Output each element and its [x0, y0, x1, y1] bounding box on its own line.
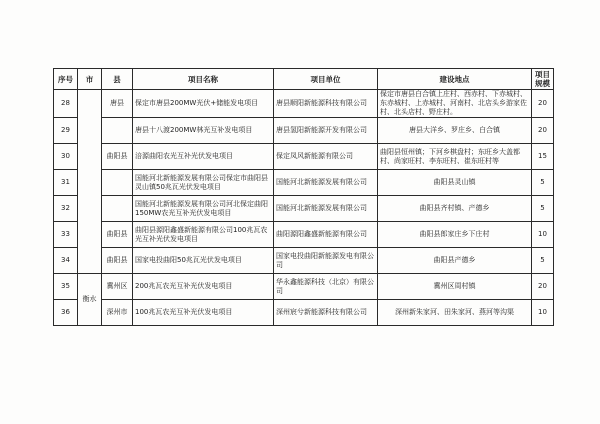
cell-county: 冀州区: [102, 274, 133, 300]
cell-scale: 5: [532, 248, 554, 274]
cell-project: 100兆瓦农光互补光伏发电项目: [133, 300, 274, 326]
cell-scale: 10: [532, 222, 554, 248]
cell-site: 曲阳县灵山镇: [378, 170, 532, 196]
cell-unit: 华永鑫能源科技（北京）有限公司: [274, 274, 378, 300]
cell-county: 曲阳县: [102, 222, 133, 248]
cell-unit: 国家电投曲阳新能源发电有限公司: [274, 248, 378, 274]
cell-city-baoding: [78, 90, 102, 274]
cell-scale: 5: [532, 196, 554, 222]
cell-site: 曲阳县恒州镇；下河乡棋盘村；东旺乡大盖都村、尚家旺村、李东旺村、崔东旺村等: [378, 144, 532, 170]
cell-unit: 国能河北新能源发展有限公司: [274, 196, 378, 222]
cell-no: 36: [54, 300, 78, 326]
cell-no: 28: [54, 90, 78, 118]
header-site: 建设地点: [378, 69, 532, 90]
cell-project: 国能河北新能源发展有限公司保定市曲阳县灵山镇50兆瓦光伏发电项目: [133, 170, 274, 196]
cell-site: 保定市唐县白合镇上庄村、西赤村、下赤城村、东赤城村、上赤城村、河南村、北店头乡游家佐村、北头店村、野庄村。: [378, 90, 532, 118]
cell-scale: 15: [532, 144, 554, 170]
table-row: [54, 300, 554, 326]
table-header-row: [54, 69, 554, 90]
cell-county: 曲阳县: [102, 144, 133, 170]
cell-county: [102, 118, 133, 144]
cell-unit: 国能河北新能源发展有限公司: [274, 170, 378, 196]
cell-unit: 保定凤风新能源有限公司: [274, 144, 378, 170]
cell-scale: 20: [532, 274, 554, 300]
cell-county: 唐县: [102, 90, 133, 118]
header-scale: 项目规模: [532, 69, 554, 90]
cell-county: 深州市: [102, 300, 133, 326]
cell-no: 33: [54, 222, 78, 248]
cell-no: 34: [54, 248, 78, 274]
cell-no: 35: [54, 274, 78, 300]
header-city: 市: [78, 69, 102, 90]
cell-city-hengshui: 衡水: [78, 274, 102, 326]
cell-site: 冀州区周村镇: [378, 274, 532, 300]
cell-project: 200兆瓦农光互补光伏发电项目: [133, 274, 274, 300]
cell-no: 31: [54, 170, 78, 196]
cell-no: 30: [54, 144, 78, 170]
cell-scale: 20: [532, 118, 554, 144]
cell-site: 深州新朱家河、田朱家河、燕河等沟渠: [378, 300, 532, 326]
cell-project: 唐县十八渡200MW林光互补发电项目: [133, 118, 274, 144]
table-row: [54, 170, 554, 196]
cell-site: 曲阳县齐村镇、产德乡: [378, 196, 532, 222]
table-row: [54, 274, 554, 300]
table-row: [54, 248, 554, 274]
table-row: [54, 196, 554, 222]
cell-county: 曲阳县: [102, 248, 133, 274]
table-row: [54, 144, 554, 170]
header-unit: 项目单位: [274, 69, 378, 90]
cell-project: 曲阳县源阳鑫盛新能源有限公司100兆瓦农光互补光伏发电项目: [133, 222, 274, 248]
cell-site: 唐县大洋乡、罗庄乡、白合镇: [378, 118, 532, 144]
cell-unit: 唐县顺阳新能源科技有限公司: [274, 90, 378, 118]
cell-site: 曲阳县产德乡: [378, 248, 532, 274]
cell-no: 29: [54, 118, 78, 144]
cell-county: [102, 170, 133, 196]
cell-project: 国能河北新能源发展有限公司河北保定曲阳150MW农光互补光伏发电项目: [133, 196, 274, 222]
cell-project: 涪源曲阳农光互补光伏发电项目: [133, 144, 274, 170]
header-project: 项目名称: [133, 69, 274, 90]
table-row: [54, 90, 554, 118]
header-no: 序号: [54, 69, 78, 90]
cell-scale: 10: [532, 300, 554, 326]
header-county: 县: [102, 69, 133, 90]
cell-scale: 20: [532, 90, 554, 118]
cell-unit: 曲阳源阳鑫盛新能源有限公司: [274, 222, 378, 248]
cell-scale: 5: [532, 170, 554, 196]
cell-unit: 唐县氢阳新能源开发有限公司: [274, 118, 378, 144]
cell-unit: 深州宸兮新能源科技有限公司: [274, 300, 378, 326]
project-table: [53, 68, 554, 326]
cell-county: [102, 196, 133, 222]
cell-no: 32: [54, 196, 78, 222]
cell-project: 保定市唐县200MW光伏+储能发电项目: [133, 90, 274, 118]
table-row: [54, 118, 554, 144]
table-row: [54, 222, 554, 248]
cell-project: 国家电投曲阳50兆瓦光伏发电项目: [133, 248, 274, 274]
cell-site: 曲阳县郎家庄乡下庄村: [378, 222, 532, 248]
